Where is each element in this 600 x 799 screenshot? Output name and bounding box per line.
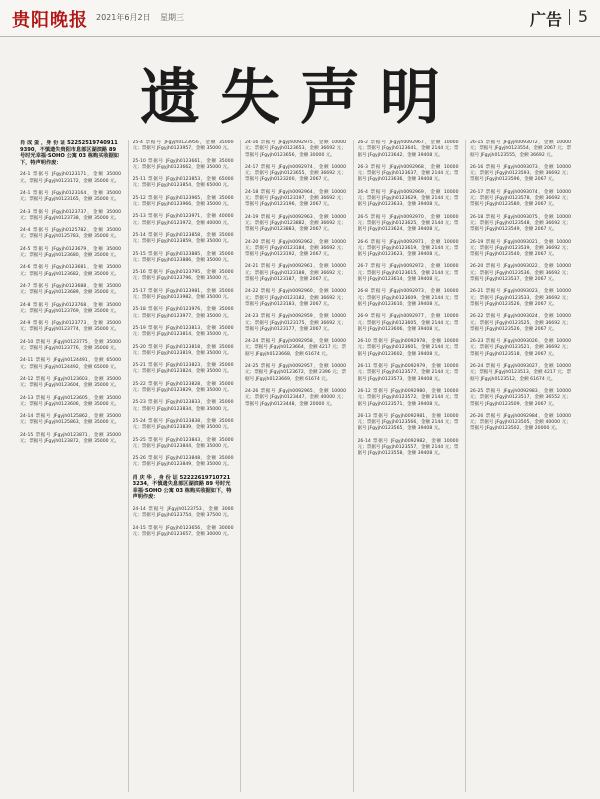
receipt-entry: 25-25 票据号 JFgyjh0123843，金额 35000 元；票据号 JFgyjh0123844，金额 35000 元。 bbox=[132, 437, 234, 449]
receipt-entry: 24-26 票据号 JFgyjh0092965，金额 10000 元；票据号 JFgyjh0123447，金额 40000 元；票据号 JFgyjh0123448，金额 20000 元。 bbox=[245, 388, 346, 407]
receipt-entry: 25-11 票据号 JFgyjh0123853，金额 65000 元；票据号 JFgyjh0123854，金额 65000 元。 bbox=[132, 177, 234, 189]
receipt-entry: 24-20 票据号 JFgyjh0092962，金额 10000 元；票据号 JFgyjh0123184，金额 36692 元；票据号 JFgyjh0123192，金额 2067 元。 bbox=[245, 239, 346, 258]
receipt-entry: 24-22 票据号 JFgyjh0092960，金额 10000 元；票据号 JFgyjh0123182，金额 36692 元；票据号 JFgyjh0123183，金额 2067 元。 bbox=[245, 289, 346, 307]
receipt-entry: 25-4 票据号 JFgyjh0123956，金额 35000 元；票据号 JFgyjh0123957，金额 35000 元。 bbox=[132, 140, 234, 152]
column-divider bbox=[465, 140, 466, 792]
receipt-entry: 25-19 票据号 JFgyjh0123813，金额 35000 元；票据号 JFgyjh0123814，金额 35000 元。 bbox=[132, 325, 234, 338]
receipt-entry: 25-24 票据号 JFgyjh0123838，金额 35000 元；票据号 JFgyjh0123839，金额 35000 元。 bbox=[132, 418, 234, 431]
receipt-entry: 24-19 票据号 JFgyjh0092963，金额 10000 元；票据号 JFgyjh0123882，金额 36692 元；票据号 JFgyjh0123883，金额 2067 元。 bbox=[245, 214, 346, 233]
receipt-entry: 26-8 票据号 JFgyjh0092973，金额 10000 元；票据号 JFgyjh0123609，金额 2144 元；票据号 JFgyjh0123610，金额 39408 元。 bbox=[357, 289, 459, 307]
receipt-entry: 24-14 票据号 JFgyjh0125862，金额 35000 元；票据号 JFgyjh0125863，金额 35000 元。 bbox=[20, 414, 121, 426]
receipt-entry: 26-10 票据号 JFgyjh0092978，金额 10000 元；票据号 JFgyjh0123601，金额 2144 元；票据号 JFgyjh0123602，金额 39408 元。 bbox=[357, 339, 459, 357]
receipt-entry: 25-13 票据号 JFgyjh0123971，金额 40000 元；票据号 JFgyjh0123972，金额 40000 元。 bbox=[132, 214, 234, 226]
column-divider bbox=[128, 140, 129, 792]
receipt-entry: 24-15 票据号 JFgyjh0123871，金额 35000 元；票据号 JFgyjh0123872，金额 35000 元。 bbox=[20, 432, 121, 444]
notice-columns bbox=[20, 140, 583, 792]
receipt-entry: 24-6 票据号 JFgyjh0123681，金额 35000 元；票据号 JFgyjh0123682，金额 35000 元。 bbox=[20, 265, 121, 277]
notice-column bbox=[20, 140, 121, 792]
receipt-entry: 24-1 票据号 JFgyjh0123171，金额 35000 元，票据号 JFgyjh0123172，金额 35000 元。 bbox=[20, 172, 121, 184]
receipt-entry: 25-17 票据号 JFgyjh0123981，金额 35000 元；票据号 JFgyjh0123982，金额 35000 元。 bbox=[132, 288, 234, 301]
receipt-entry: 24-11 票据号 JFgyjh0124491，金额 65000 元；票据号 JFgyjh0124492，金额 65000 元。 bbox=[20, 358, 121, 370]
receipt-entry: 24-4 票据号 JFgyjh0125782，金额 35000 元；票据号 JFgyjh0125783，金额 35000 元。 bbox=[20, 228, 121, 240]
receipt-entry: 26-9 票据号 JFgyjh0092977，金额 10000 元；票据号 JFgyjh0123605，金额 2144 元；票据号 JFgyjh0123606，金额 39408 元。 bbox=[357, 314, 459, 332]
receipt-entry: 24-12 票据号 JFgyjh0123603，金额 35000 元；票据号 JFgyjh0123604，金额 35000 元。 bbox=[20, 376, 121, 389]
receipt-entry: 26-15 票据号 JFgyjh0093072，金额 10000 元；票据号 JFgyjh0123554，金额 2067 元；票据号 JFgyjh0123555，金额 36692 元。 bbox=[470, 140, 571, 158]
receipt-entry: 26-23 票据号 JFgyjh0093026，金额 10000 元；票据号 JFgyjh0123521，金额 36692 元；票据号 JFgyjh0123518，金额 2067 元。 bbox=[470, 339, 571, 357]
receipt-entry: 24-13 票据号 JFgyjh0123605，金额 35000 元；票据号 JFgyjh0123606，金额 35000 元。 bbox=[20, 395, 121, 407]
receipt-entry: 26-17 票据号 JFgyjh0093074，金额 10000 元；票据号 JFgyjh0123578，金额 36692 元；票据号 JFgyjh0123580，金额 2067 元。 bbox=[470, 189, 571, 208]
receipt-entry: 26-2 票据号 JFgyjh0092967，金额 10000 元；票据号 JFgyjh0123641，金额 2144 元；票据号 JFgyjh0123642，金额 39408 元。 bbox=[357, 140, 459, 158]
receipt-entry: 24-5 票据号 JFgyjh0123679，金额 35000 元；票据号 JFgyjh0123680，金额 35000 元。 bbox=[20, 246, 121, 259]
section-title: 广告 bbox=[529, 10, 562, 29]
notice-heading: 肖 成 蛋 ，身 份 证 522525197409119390，不慎遗失贵阳市息部区湖滨路 89 号时光幸福·SOHO 公寓 03 栋购买收据如下，特声明作废： bbox=[20, 140, 119, 166]
receipt-entry: 24-15 票据号 JFgyjh0123656，金额 30000 元；票据号 JFgyjh0123657，金额 30000 元。 bbox=[132, 525, 234, 537]
receipt-entry: 24-9 票据号 JFgyjh0123773，金额 35000 元；票据号 JFgyjh0123774，金额 35000 元。 bbox=[20, 321, 121, 333]
receipt-entry: 26-11 票据号 JFgyjh0092979，金额 10000 元；票据号 JFgyjh0123577，金额 2144 元；票据号 JFgyjh0123573，金额 39408 元。 bbox=[357, 364, 459, 382]
receipt-entry: 25-21 票据号 JFgyjh0123823，金额 35000 元；票据号 JFgyjh0123824，金额 35000 元。 bbox=[132, 363, 234, 375]
receipt-entry: 26-22 票据号 JFgyjh0093024，金额 10000 元；票据号 JFgyjh0123525，金额 36692 元；票据号 JFgyjh0123526，金额 2067 元。 bbox=[470, 314, 571, 332]
receipt-entry: 24-17 票据号 JFgyjh0092974，金额 10000 元；票据号 JFgyjh0123655，金额 36692 元；票据号 JFgyjh0123200，金额 2067 元。 bbox=[245, 164, 346, 183]
receipt-entry: 26-6 票据号 JFgyjh0092971，金额 10000 元；票据号 JFgyjh0123619，金额 2144 元；票据号 JFgyjh0123623，金额 39408 元。 bbox=[357, 239, 459, 258]
receipt-entry: 24-3 票据号 JFgyjh0123737，金额 35000 元；票据号 JFgyjh0123738，金额 35000 元。 bbox=[20, 209, 121, 221]
receipt-entry: 26-7 票据号 JFgyjh0092972，金额 10000 元；票据号 JFgyjh0123615，金额 2144 元；票据号 JFgyjh0123614，金额 39408 元。 bbox=[357, 264, 459, 283]
notice-column bbox=[358, 140, 459, 792]
receipt-entry: 24-21 票据号 JFgyjh0092961，金额 10000 元；票据号 JFgyjh0123188，金额 36692 元；票据号 JFgyjh0123187，金额 2067 元。 bbox=[245, 264, 346, 283]
receipt-entry: 26-20 票据号 JFgyjh0093022，金额 10000 元；票据号 JFgyjh0123536，金额 36692 元；票据号 JFgyjh0123537，金额 2067 元。 bbox=[470, 264, 571, 283]
column-divider bbox=[240, 140, 241, 792]
notice-column bbox=[470, 140, 571, 792]
receipt-entry: 24-23 票据号 JFgyjh0092959，金额 10000 元；票据号 JFgyjh0123175，金额 36692 元；票据号 JFgyjh0123177，金额 2067 元。 bbox=[245, 314, 346, 332]
receipt-entry: 25-26 票据号 JFgyjh0123848，金额 35000 元；票据号 JFgyjh0123849，金额 35000 元。 bbox=[132, 456, 234, 468]
newspaper-logo: 贵阳晚报 bbox=[12, 10, 88, 31]
receipt-entry: 26-25 票据号 JFgyjh0092983，金额 10000 元；票据号 JFgyjh0123517，金额 36552 元；票据号 JFgyjh0123509，金额 2067 元。 bbox=[470, 388, 571, 407]
receipt-entry: 26-19 票据号 JFgyjh0093021，金额 10000 元；票据号 JFgyjh0123539，金额 36692 元；票据号 JFgyjh0123540，金额 2067 元。 bbox=[470, 239, 571, 258]
receipt-entry: 26-14 票据号 JFgyjh0092982，金额 10000 元；票据号 JFgyjh0123557，金额 2144 元；票据号 JFgyjh0123558，金额 39408 元。 bbox=[357, 438, 459, 457]
receipt-entry: 24-25 票据号 JFgyjh0092957，金额 10000 元；票据号 JFgyjh0123672，金额 2396 元；票据号 JFgyjh0123669，金额 61674 元。 bbox=[245, 364, 346, 382]
notice-heading: 肖 庆 华 ，身 份 证 522226197107213234，不慎遗失息部区湖滨路 89 号时光幸福·SOHO 公寓 03 栋购买收据如下，特声明作废： bbox=[132, 474, 232, 501]
receipt-entry: 25-10 票据号 JFgyjh0123661，金额 35000 元；票据号 JFgyjh0123662，金额 35000 元。 bbox=[132, 158, 234, 170]
receipt-entry: 24-7 票据号 JFgyjh0123688，金额 35000 元；票据号 JFgyjh0123689，金额 35000 元。 bbox=[20, 283, 121, 296]
receipt-entry: 25-15 票据号 JFgyjh0123885，金额 35000 元；票据号 JFgyjh0123886，金额 35000 元。 bbox=[132, 251, 234, 263]
receipt-entry: 26-5 票据号 JFgyjh0092970，金额 10000 元；票据号 JFgyjh0123625，金额 2144 元；票据号 JFgyjh0123624，金额 39408 元。 bbox=[357, 214, 459, 233]
receipt-entry: 26-12 票据号 JFgyjh0092980，金额 10000 元；票据号 JFgyjh0123572，金额 2144 元；票据号 JFgyjh0123571，金额 39408 元。 bbox=[357, 388, 459, 407]
issue-weekday: 星期三 bbox=[160, 13, 184, 22]
issue-date: 2021年6月2日 bbox=[96, 13, 151, 22]
receipt-entry: 26-13 票据号 JFgyjh0092981，金额 10000 元；票据号 JFgyjh0123566，金额 2144 元；票据号 JFgyjh0123565，金额 39408 元。 bbox=[357, 413, 459, 432]
receipt-entry: 25-12 票据号 JFgyjh0123965，金额 35000 元；票据号 JFgyjh0123966，金额 35000 元。 bbox=[132, 195, 234, 208]
receipt-entry: 24-1 票据号 JFgyjh0123164，金额 35000 元；票据号 JFgyjh0123165，金额 35000 元。 bbox=[20, 190, 121, 203]
receipt-entry: 25-23 票据号 JFgyjh0123833，金额 35000 元；票据号 JFgyjh0123834，金额 35000 元。 bbox=[132, 400, 234, 412]
column-divider bbox=[353, 140, 354, 792]
receipt-entry: 26-16 票据号 JFgyjh0093073，金额 10000 元；票据号 JFgyjh0123593，金额 36692 元；票据号 JFgyjh0123596，金额 2067 元。 bbox=[470, 164, 571, 183]
section-divider bbox=[569, 9, 570, 25]
page-headline: 遗失声明 bbox=[140, 63, 460, 133]
receipt-entry: 26-26 票据号 JFgyjh0092984，金额 10000 元；票据号 JFgyjh0123505，金额 40000 元；票据号 JFgyjh0123502，金额 20000 元。 bbox=[470, 413, 571, 432]
receipt-entry: 25-18 票据号 JFgyjh0123976，金额 35000 元；票据号 JFgyjh0123977，金额 35000 元。 bbox=[132, 307, 234, 319]
receipt-entry: 26-24 票据号 JFgyjh0093027，金额 10000 元；票据号 JFgyjh0123513，金额 4217 元；票据号 JFgyjh0123512，金额 61674 元。 bbox=[470, 364, 571, 382]
receipt-entry: 25-20 票据号 JFgyjh0123818，金额 35000 元；票据号 JFgyjh0123819，金额 35000 元。 bbox=[132, 344, 234, 356]
receipt-entry: 26-3 票据号 JFgyjh0092968，金额 10000 元；票据号 JFgyjh0123637，金额 2144 元；票据号 JFgyjh0123636，金额 39408 元。 bbox=[357, 164, 459, 183]
receipt-entry: 26-4 票据号 JFgyjh0092969，金额 10000 元；票据号 JFgyjh0123629，金额 2144 元；票据号 JFgyjh0123633，金额 39408 元。 bbox=[357, 189, 459, 208]
notice-column bbox=[133, 140, 234, 792]
receipt-entry: 25-16 票据号 JFgyjh0123795，金额 35000 元；票据号 JFgyjh0123796，金额 35000 元。 bbox=[132, 270, 234, 282]
receipt-entry: 24-18 票据号 JFgyjh0092964，金额 10000 元；票据号 JFgyjh0123197，金额 36692 元；票据号 JFgyjh0123196，金额 2067 元。 bbox=[245, 189, 346, 208]
masthead bbox=[0, 0, 600, 37]
page-number: 5 bbox=[577, 7, 588, 26]
receipt-entry: 25-22 票据号 JFgyjh0123828，金额 35000 元；票据号 JFgyjh0123829，金额 35000 元。 bbox=[132, 381, 234, 394]
receipt-entry: 24-14 票据号 JFgyjh0123753，金额 3000 元；票据号 JFgyjh0123754，金额 37500 元。 bbox=[132, 507, 234, 519]
receipt-entry: 26-18 票据号 JFgyjh0093075，金额 10000 元；票据号 JFgyjh0123548，金额 36692 元；票据号 JFgyjh0123549，金额 2067 元。 bbox=[470, 214, 571, 233]
receipt-entry: 26-21 票据号 JFgyjh0093023，金额 10000 元；票据号 JFgyjh0123533，金额 36692 元；票据号 JFgyjh0123526，金额 2067 元。 bbox=[470, 289, 571, 307]
receipt-entry: 24-10 票据号 JFgyjh0123775，金额 35000 元；票据号 JFgyjh0123776，金额 35000 元。 bbox=[20, 339, 121, 352]
receipt-entry: 25-14 票据号 JFgyjh0123858，金额 35000 元；票据号 JFgyjh0123859，金额 35000 元。 bbox=[132, 232, 234, 245]
receipt-entry: 24-24 票据号 JFgyjh0092958，金额 10000 元；票据号 JFgyjh0123664，金额 4217 元；票据号 JFgyjh0123668，金额 61674 元。 bbox=[245, 339, 346, 357]
receipt-entry: 24-16 票据号 JFgyjh0092975，金额 10000 元；票据号 JFgyjh0123653，金额 36692 元；票据号 JFgyjh0123656，金额 30000 元。 bbox=[245, 140, 346, 158]
notice-column bbox=[245, 140, 346, 792]
receipt-entry: 24-8 票据号 JFgyjh0123768，金额 35000 元；票据号 JFgyjh0123769，金额 35000 元。 bbox=[20, 302, 121, 314]
